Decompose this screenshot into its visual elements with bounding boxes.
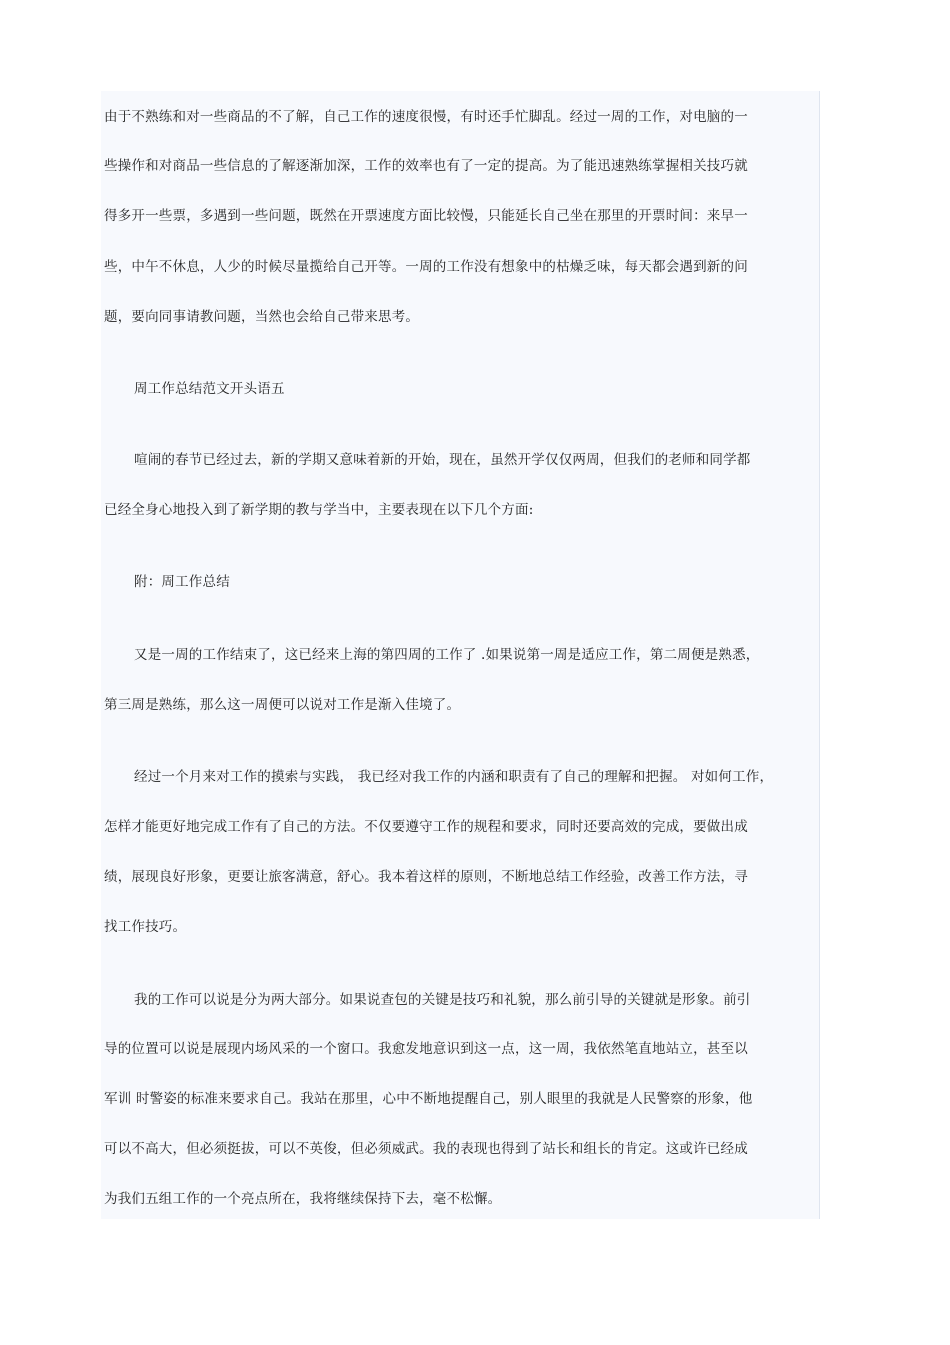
paragraph-line: 第三周是熟练，那么这一周便可以说对工作是渐入佳境了。 [104, 697, 461, 713]
paragraph-line: 又是一周的工作结束了，这已经来上海的第四周的工作了 .如果说第一周是适应工作，第二周便是熟悉， [134, 647, 760, 663]
paragraph-line: 由于不熟练和对一些商品的不了解，自己工作的速度很慢，有时还手忙脚乱。经过一周的工作，对电脑的一 [104, 109, 748, 125]
paragraph-line: 经过一个月来对工作的摸索与实践， 我已经对我工作的内涵和职责有了自己的理解和把握。 对如何工作， [134, 769, 774, 785]
paragraph-line: 题，要向同事请教问题，当然也会给自己带来思考。 [104, 309, 420, 325]
paragraph-line: 怎样才能更好地完成工作有了自己的方法。不仅要遵守工作的规程和要求，同时还要高效的完成，要做出成 [104, 819, 748, 835]
paragraph-line: 军训 时警姿的标准来要求自己。我站在那里，心中不断地提醒自己，别人眼里的我就是人民警察的形象，他 [104, 1091, 753, 1107]
paragraph-line: 已经全身心地投入到了新学期的教与学当中，主要表现在以下几个方面: [104, 502, 534, 518]
paragraph-line: 找工作技巧。 [104, 919, 187, 935]
paragraph-line: 得多开一些票，多遇到一些问题，既然在开票速度方面比较慢，只能延长自己坐在那里的开票时间：来早一 [104, 208, 748, 224]
paragraph-line: 些，中午不休息，人少的时候尽量揽给自己开等。一周的工作没有想象中的枯燥乏味，每天都会遇到新的问 [104, 259, 748, 275]
paragraph-line: 喧闹的春节已经过去，新的学期又意味着新的开始，现在，虽然开学仅仅两周，但我们的老师和同学都 [134, 452, 751, 468]
paragraph-line: 导的位置可以说是展现内场风采的一个窗口。我愈发地意识到这一点，这一周，我依然笔直地站立，甚至以 [104, 1041, 748, 1057]
paragraph-line: 可以不高大，但必须挺拔，可以不英俊，但必须威武。我的表现也得到了站长和组长的肯定。这或许已经成 [104, 1141, 748, 1157]
section-heading: 周工作总结范文开头语五 [134, 381, 285, 397]
paragraph-line: 些操作和对商品一些信息的了解逐渐加深，工作的效率也有了一定的提高。为了能迅速熟练掌握相关技巧就 [104, 158, 748, 174]
paragraph-line: 我的工作可以说是分为两大部分。如果说查包的关键是技巧和礼貌，那么前引导的关键就是形象。前引 [134, 992, 751, 1008]
section-heading: 附：周工作总结 [134, 574, 230, 590]
paragraph-line: 绩，展现良好形象，更要让旅客满意，舒心。我本着这样的原则，不断地总结工作经验，改善工作方法，寻 [104, 869, 748, 885]
paragraph-line: 为我们五组工作的一个亮点所在，我将继续保持下去，毫不松懈。 [104, 1191, 502, 1207]
